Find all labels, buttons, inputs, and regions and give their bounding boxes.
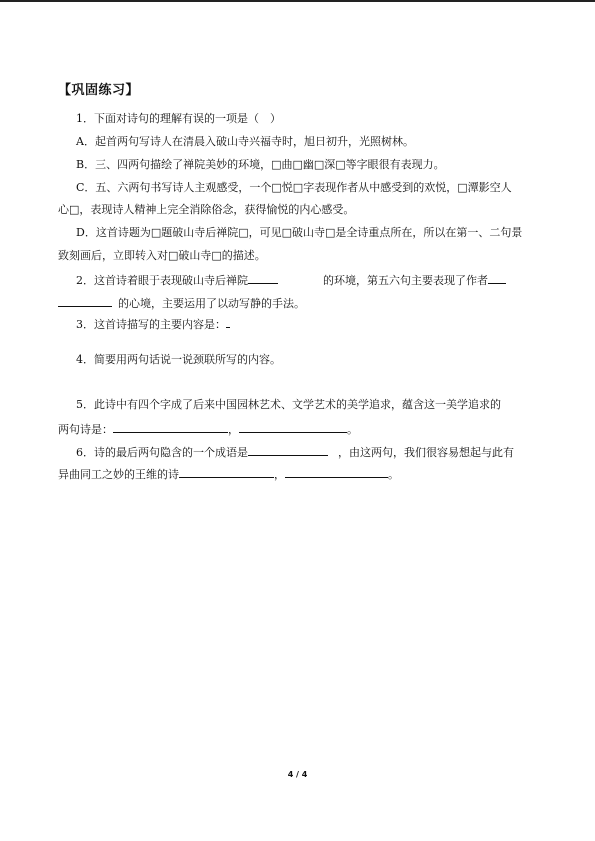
- q1-option-d-line1: D．这首诗题为□题破山寺后禅院□，可见□破山寺□是全诗重点所在，所以在第一、二句景: [76, 226, 523, 239]
- q1-option-b: B．三、四两句描绘了禅院美妙的环境，□曲□幽□深□等字眼很有表现力。: [76, 158, 445, 171]
- q2-text-2: 的环境，第五六句主要表现了作者: [323, 274, 488, 287]
- q3-text: 3．这首诗描写的主要内容是：: [76, 318, 226, 331]
- q3-blank[interactable]: [226, 316, 230, 328]
- q6-blank-idiom[interactable]: [248, 444, 328, 456]
- q2-line2: [58, 295, 305, 310]
- q3-line: [76, 316, 230, 331]
- section-heading: 【巩固练习】: [58, 83, 140, 98]
- q5-blank-2[interactable]: [239, 421, 347, 433]
- q2-text-3: 的心境，主要运用了以动写静的手法。: [118, 297, 305, 310]
- page-number: 4 / 4: [287, 770, 308, 779]
- q4-text: 4．简要用两句话说一说颈联所写的内容。: [76, 353, 281, 366]
- top-rule: [0, 0, 595, 2]
- q6-prefix: 6．诗的最后两句隐含的一个成语是: [76, 446, 248, 459]
- q5-prefix: 两句诗是：: [58, 423, 113, 436]
- q1-option-c-line1: C．五、六两句书写诗人主观感受，一个□悦□字表现作者从中感受到的欢悦，□潭影空人: [76, 181, 512, 194]
- q2-line1: [76, 272, 506, 287]
- q2-blank-2b[interactable]: [58, 295, 112, 307]
- q6-line1: [76, 444, 514, 459]
- q2-text-1: 2．这首诗着眼于表现破山寺后禅院: [76, 274, 248, 287]
- q6-blank-1[interactable]: [179, 466, 274, 478]
- q5-line1: 5．此诗中有四个字成了后来中国园林艺术、文学艺术的美学追求，蕴含这一美学追求的: [76, 398, 501, 411]
- q5-period: 。: [347, 423, 358, 436]
- q6-prefix-2: 异曲同工之妙的王维的诗: [58, 468, 179, 481]
- q6-line2: [58, 466, 399, 481]
- q1-option-a: A．起首两句写诗人在清晨入破山寺兴福寺时，旭日初升，光照树林。: [76, 135, 414, 148]
- q5-comma: ，: [228, 423, 239, 436]
- q2-blank-2a[interactable]: [488, 272, 506, 284]
- q1-option-c-line2: 心□，表现诗人精神上完全消除俗念，获得愉悦的内心感受。: [58, 203, 355, 216]
- q6-comma: ，: [274, 468, 285, 481]
- q2-blank-1[interactable]: [248, 272, 278, 284]
- q5-blank-1[interactable]: [113, 421, 228, 433]
- q6-period: 。: [388, 468, 399, 481]
- q6-blank-2[interactable]: [285, 466, 388, 478]
- q1-stem: 1．下面对诗句的理解有误的一项是（ ）: [76, 112, 281, 125]
- q5-line2: [58, 421, 358, 436]
- q6-suffix: ，由这两句，我们很容易想起与此有: [338, 446, 514, 459]
- q1-option-d-line2: 致刻画后，立即转入对□破山寺□的描述。: [58, 249, 266, 262]
